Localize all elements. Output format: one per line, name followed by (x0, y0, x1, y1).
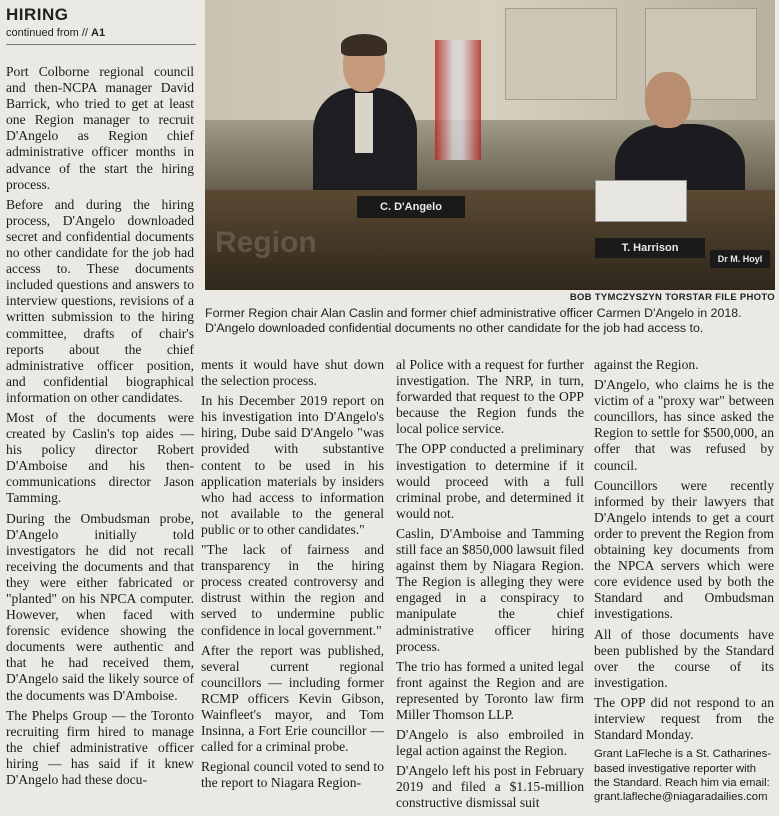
author-bio: Grant LaFleche is a St. Catharines-based investigative reporter with the Standard. Reach him via email: grant.lafleche@niagaradailies.com (594, 748, 772, 804)
paragraph: Before and during the hiring process, D'Angelo downloaded secret and confidential documents no other candidate for the job had access to. These documents included questions and answers to interview questions, revisions of a written submission to the hiring committee, drafts of chair's reports about the chief administrative officer position, and confidential biographical information on other candidates. (6, 196, 194, 405)
photo-person-hair (341, 34, 387, 56)
paragraph: After the report was published, several current regional councillors — including former RCMP officers Kevin Gibson, Wainfleet's mayor, and Tom Insinna, a Fort Erie councillor — called for a criminal probe. (201, 642, 384, 755)
nameplate-hoyl: Dr M. Hoyl (710, 250, 770, 268)
paragraph: Caslin, D'Amboise and Tamming still face an $850,000 lawsuit filed against them by Niagara Region. The Region is alleging they were engaged in a conspiracy to manipulate the chief administrative officer hiring process. (396, 525, 585, 654)
paragraph: "The lack of fairness and transparency in the hiring process created controversy and distrust within the region and served to undermine public confidence in local government." (201, 542, 384, 638)
paragraph: Port Colborne regional council and then-NCPA manager David Barrick, who tried to get at least one Region manager to recruit D'Angelo as Region chief administrative officer months in advance of the start the hiring process. (6, 64, 194, 192)
paragraph: against the Region. (594, 357, 699, 372)
article-column-1 (6, 64, 194, 792)
continued-text: continued from // (6, 27, 88, 39)
paragraph: In his December 2019 report on his investigation into D'Angelo's hiring, Dube said D'Angelo "was provided with substantive content to be used in his application materials by insiders who had access to information not available to the general public or to other candidates." (201, 393, 384, 537)
article-column-2 (201, 357, 384, 795)
article-column-3 (396, 357, 584, 816)
paragraph: All of those documents have been published by the Standard over the course of its investigation. (594, 626, 774, 690)
page-reference: A1 (91, 27, 106, 39)
paragraph: The trio has formed a united legal front against the Region and are represented by Toronto law firm Miller Thomson LLP. (396, 658, 584, 722)
photo-person-head (645, 72, 691, 128)
paragraph: Most of the documents were created by Caslin's top aides — his policy director Robert D'Amboise and his then-communications director Jason Tamming. (6, 409, 194, 506)
paragraph: D'Angelo left his post in February 2019 and filed a $1.15-million constructive dismissal suit (396, 763, 584, 811)
paragraph: Councillors were recently informed by their lawyers that D'Angelo intends to get a court order to prevent the Region from obtaining key documents from the NPCA servers which were core evidence used by both the Standard and Ombudsman investigations. (594, 477, 774, 622)
news-photo (205, 0, 775, 290)
photo-credit: BOB TYMCZYSZYN TORSTAR FILE PHOTO (569, 292, 775, 303)
paragraph: D'Angelo is also embroiled in legal action against the Region. (396, 727, 584, 759)
paragraph: al Police with a request for further investigation. The NRP, in turn, forwarded that request to the OPP because the Region funds the local police service. (396, 357, 584, 437)
header-rule (6, 44, 196, 45)
photo-person-shirt (355, 93, 373, 153)
paragraph: ments it would have shut down the selection process. (201, 357, 384, 389)
photo-person-caslin (313, 38, 413, 198)
photo-desk-sign: Region (215, 226, 317, 259)
photo-caption: Former Region chair Alan Caslin and former chief administrative officer Carmen D'Angelo in 2018. D'Angelo downloaded confidential documents no other candidate for the job had access to. (205, 306, 742, 335)
paragraph: The OPP conducted a preliminary investigation to determine if it would proceed with a full criminal probe, and determined it would not. (396, 441, 584, 521)
nameplate-dangelo: C. D'Angelo (357, 196, 465, 218)
photo-laptop (595, 180, 687, 222)
paragraph: Regional council voted to send to the report to Niagara Region- (201, 759, 384, 791)
paragraph: During the Ombudsman probe, D'Angelo initially told investigators he did not recall receiving the documents and that they were either fabricated or "planted" on his NPCA computer. However, when faced with forensic evidence showing the documents were authentic and that he had received them, D'Angelo said the likely source of the documents was D'Amboise. (6, 510, 194, 703)
paragraph: The Phelps Group — the Toronto recruiting firm hired to manage the chief administrative officer hiring — has said if it knew D'Angelo had these docu- (6, 707, 194, 788)
section-header (6, 6, 196, 39)
photo-wall-panel (505, 8, 617, 100)
section-title: HIRING (6, 5, 69, 24)
article-column-4 (594, 357, 774, 805)
photo-flag (435, 40, 481, 160)
paragraph: The OPP did not respond to an interview request from the Standard Monday. (594, 694, 774, 743)
paragraph: D'Angelo, who claims he is the victim of a "proxy war" between councillors, has since asked the Region to settle for $500,000, an offer that was refused by council. (594, 377, 774, 473)
nameplate-harrison: T. Harrison (595, 238, 705, 258)
continued-from-label (6, 27, 196, 39)
